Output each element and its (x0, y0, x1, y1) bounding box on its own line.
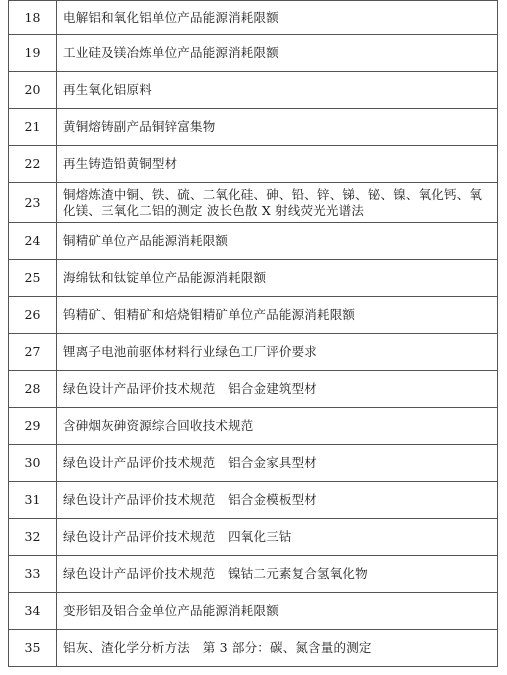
row-title: 黄铜熔铸副产品铜锌富集物 (57, 109, 498, 146)
row-title: 铜熔炼渣中铜、铁、硫、二氧化硅、砷、铅、锌、锑、铋、镍、氧化钙、氧化镁、三氧化二铝的测定 波长色散 X 射线荧光光谱法 (57, 183, 498, 223)
row-number: 32 (9, 519, 57, 556)
row-title: 绿色设计产品评价技术规范 四氧化三钴 (57, 519, 498, 556)
row-title: 绿色设计产品评价技术规范 铝合金模板型材 (57, 482, 498, 519)
row-title: 钨精矿、钼精矿和焙烧钼精矿单位产品能源消耗限额 (57, 297, 498, 334)
row-title: 再生铸造铅黄铜型材 (57, 146, 498, 183)
row-number: 30 (9, 445, 57, 482)
row-number: 29 (9, 408, 57, 445)
row-number: 34 (9, 593, 57, 630)
row-title: 绿色设计产品评价技术规范 镍钴二元素复合氢氧化物 (57, 556, 498, 593)
row-number: 33 (9, 556, 57, 593)
table-row (9, 334, 498, 371)
table-row (9, 408, 498, 445)
table-row (9, 630, 498, 667)
row-number: 35 (9, 630, 57, 667)
row-title: 电解铝和氧化铝单位产品能源消耗限额 (57, 1, 498, 35)
table-row (9, 260, 498, 297)
row-title: 再生氧化铝原料 (57, 72, 498, 109)
table-row (9, 146, 498, 183)
row-title: 工业硅及镁冶炼单位产品能源消耗限额 (57, 35, 498, 72)
table-row (9, 1, 498, 35)
row-number: 24 (9, 223, 57, 260)
row-title: 含砷烟灰砷资源综合回收技术规范 (57, 408, 498, 445)
table-row (9, 519, 498, 556)
table-row (9, 556, 498, 593)
table-row (9, 297, 498, 334)
row-number: 21 (9, 109, 57, 146)
row-title: 铜精矿单位产品能源消耗限额 (57, 223, 498, 260)
row-number: 27 (9, 334, 57, 371)
row-number: 28 (9, 371, 57, 408)
table-row (9, 593, 498, 630)
row-number: 31 (9, 482, 57, 519)
row-title: 绿色设计产品评价技术规范 铝合金家具型材 (57, 445, 498, 482)
row-number: 22 (9, 146, 57, 183)
table-row (9, 183, 498, 223)
row-title: 变形铝及铝合金单位产品能源消耗限额 (57, 593, 498, 630)
table-row (9, 223, 498, 260)
table-row (9, 371, 498, 408)
table-row (9, 109, 498, 146)
row-number: 18 (9, 1, 57, 35)
row-title: 绿色设计产品评价技术规范 铝合金建筑型材 (57, 371, 498, 408)
table-row (9, 445, 498, 482)
table-row (9, 35, 498, 72)
row-number: 26 (9, 297, 57, 334)
standards-table (8, 0, 498, 667)
row-title: 铝灰、渣化学分析方法 第 3 部分：碳、氮含量的测定 (57, 630, 498, 667)
row-number: 25 (9, 260, 57, 297)
table-row (9, 482, 498, 519)
row-number: 20 (9, 72, 57, 109)
table-row (9, 72, 498, 109)
row-number: 23 (9, 183, 57, 223)
row-title: 海绵钛和钛锭单位产品能源消耗限额 (57, 260, 498, 297)
standards-table-container (8, 0, 497, 667)
row-number: 19 (9, 35, 57, 72)
row-title: 锂离子电池前驱体材料行业绿色工厂评价要求 (57, 334, 498, 371)
